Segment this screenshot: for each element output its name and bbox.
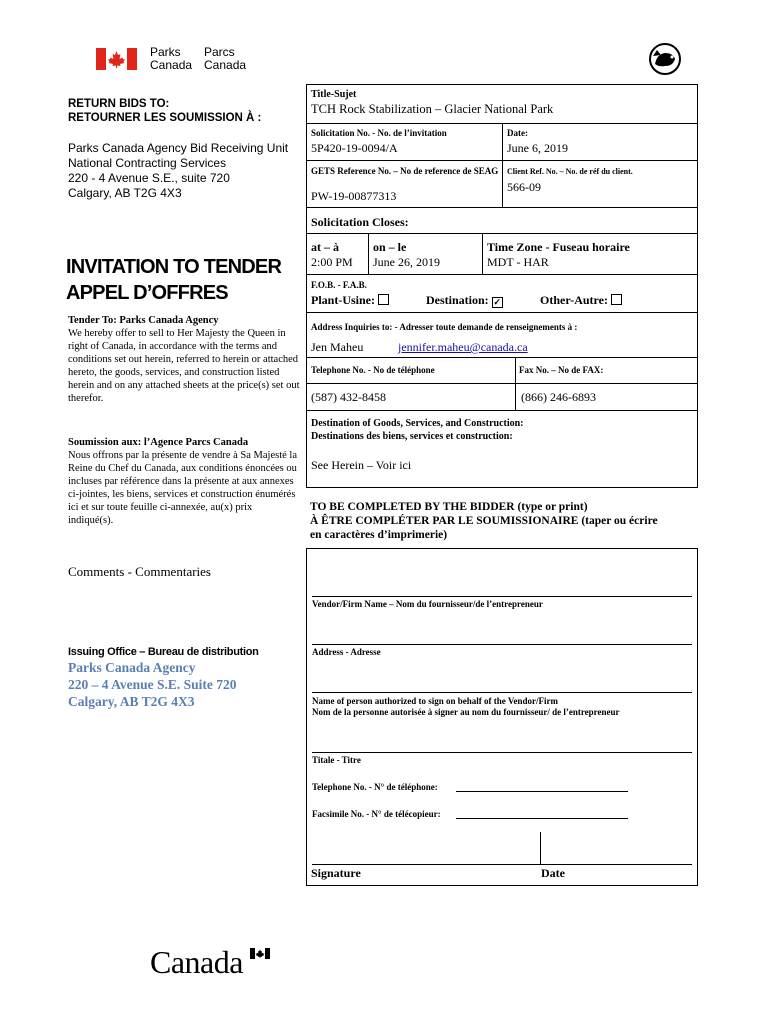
gets-ref-label: GETS Reference No. – No de reference de SEAG	[311, 166, 499, 176]
invitation-title-fr: APPEL D’OFFRES	[66, 282, 228, 304]
return-bids-address	[68, 141, 288, 201]
fob-label: F.O.B. - F.A.B.	[311, 280, 367, 290]
address-line: National Contracting Services	[68, 156, 227, 170]
signature-label: Signature	[311, 866, 361, 880]
other-autre-checkbox[interactable]	[611, 294, 622, 305]
title-titre-label: Titale - Titre	[312, 755, 361, 765]
bidder-telephone-label: Telephone No. - N° de téléphone:	[312, 782, 438, 792]
bidder-heading-line-2: À ÊTRE COMPLÉTER PAR LE SOUMISSIONAIRE (taper ou écrire	[310, 515, 658, 527]
vendor-name-label: Vendor/Firm Name – Nom du fournisseur/de l’entrepreneur	[312, 599, 543, 609]
bidder-heading-line-3: en caractères d’imprimerie)	[310, 529, 448, 541]
tender-to-heading: Tender To: Parks Canada Agency	[68, 315, 219, 326]
client-ref-label: Client Ref. No. – No. de réf du client.	[507, 167, 633, 176]
return-bids-title-fr: RETOURNER LES SOUMISSION À :	[68, 112, 262, 124]
on-value: June 26, 2019	[373, 255, 440, 269]
invitation-title-en: INVITATION TO TENDER	[66, 256, 282, 278]
org-en-line-1: Parks	[150, 45, 181, 59]
parks-canada-signature	[96, 46, 266, 74]
time-zone-label: Time Zone - Fuseau horaire	[487, 240, 630, 254]
issuing-office-address	[68, 659, 237, 710]
tender-to-section	[68, 314, 300, 405]
address-line: 220 - 4 Avenue S.E., suite 720	[68, 171, 230, 185]
other-autre-label: Other-Autre:	[540, 293, 608, 307]
telephone-label: Telephone No. - No de téléphone	[311, 365, 435, 375]
fax-value: (866) 246-6893	[521, 390, 596, 404]
date-value: June 6, 2019	[507, 141, 568, 155]
destination-goods-label-1: Destination of Goods, Services, and Construction:	[311, 418, 524, 429]
fax-label: Fax No. – No de FAX:	[519, 365, 604, 375]
gets-ref-value: PW-19-00877313	[311, 189, 397, 203]
bidder-telephone-line[interactable]	[456, 791, 628, 792]
destination-goods-value: See Herein – Voir ici	[311, 458, 412, 472]
plant-usine-checkbox[interactable]	[378, 294, 389, 305]
client-ref-value: 566-09	[507, 180, 541, 194]
authorized-person-label-2: Nom de la personne autorisée à signer au nom du fournisseur/ de l’entrepreneur	[312, 707, 620, 717]
address-inquiries-label: Address Inquiries to: - Adresser toute demande de renseignements à :	[311, 322, 578, 332]
destination-checkbox[interactable]	[492, 297, 503, 308]
issuing-office-line: Calgary, AB T2G 4X3	[68, 694, 195, 709]
authorized-person-label-1: Name of person authorized to sign on behalf of the Vendor/Firm	[312, 696, 558, 706]
bidder-facsimile-line[interactable]	[456, 818, 628, 819]
issuing-office-label: Issuing Office – Bureau de distribution	[68, 646, 259, 658]
issuing-office-line: Parks Canada Agency	[68, 660, 196, 675]
org-fr-line-2: Canada	[204, 58, 247, 72]
org-en-line-2: Canada	[150, 58, 193, 72]
solicitation-no-value: 5P420-19-0094/A	[311, 141, 398, 155]
at-value: 2:00 PM	[311, 255, 353, 269]
destination-option[interactable]	[426, 293, 503, 308]
contact-email-link[interactable]: jennifer.maheu@canada.ca	[398, 340, 528, 354]
bidder-heading	[310, 500, 658, 542]
plant-usine-option[interactable]	[311, 293, 389, 307]
other-autre-option[interactable]	[540, 293, 622, 307]
beaver-emblem-icon	[647, 42, 683, 76]
canada-wordmark-text: Canada	[150, 944, 243, 980]
return-bids-title-en: RETURN BIDS TO:	[68, 98, 170, 110]
signature-date-label: Date	[541, 866, 565, 880]
title-value: TCH Rock Stabilization – Glacier National Park	[311, 102, 554, 116]
at-label: at – à	[311, 240, 339, 254]
date-label: Date:	[507, 128, 528, 138]
comments-label: Comments - Commentaries	[68, 564, 211, 579]
bidder-facsimile-label: Facsimile No. - N° de télécopieur:	[312, 809, 441, 819]
solicitation-no-label: Solicitation No. - No. de l’invitation	[311, 128, 447, 138]
check-mark-icon: ✓	[493, 297, 501, 307]
on-label: on – le	[373, 240, 407, 254]
tender-to-body: We hereby offer to sell to Her Majesty the Queen in right of Canada, in accordance with the terms and conditions set out herein, referred to herein or attached hereto, the goods, services, and construction listed herein and on any attached sheets at the price(s) set out therefor.	[68, 328, 300, 404]
vendor-address-label: Address - Adresse	[312, 647, 381, 657]
address-line: Parks Canada Agency Bid Receiving Unit	[68, 141, 289, 155]
wordmark-flag-icon	[250, 948, 270, 959]
issuing-office-line: 220 – 4 Avenue S.E. Suite 720	[68, 677, 237, 692]
org-fr-line-1: Parcs	[204, 45, 235, 59]
canada-flag-icon	[96, 48, 137, 70]
soumission-heading: Soumission aux: l’Agence Parcs Canada	[68, 437, 249, 448]
title-label: Title-Sujet	[311, 89, 357, 100]
telephone-value: (587) 432-8458	[311, 390, 386, 404]
plant-usine-label: Plant-Usine:	[311, 293, 375, 307]
time-zone-value: MDT - HAR	[487, 255, 549, 269]
destination-goods-label-2: Destinations des biens, services et construction:	[311, 431, 513, 442]
bidder-heading-line-1: TO BE COMPLETED BY THE BIDDER (type or print)	[310, 501, 588, 513]
destination-label: Destination:	[426, 293, 489, 307]
contact-name: Jen Maheu	[311, 340, 364, 354]
soumission-section	[68, 436, 300, 527]
soumission-body: Nous offrons par la présente de vendre à Sa Majesté la Reine du Chef du Canada, aux conditions énoncées ou incluses par référence dans la présente at aux annexes ci-jointes, les biens, services et construction énumérés ici et sur toute feuille ci-annexée, au(x) prix indiqué(s).	[68, 450, 297, 526]
canada-wordmark	[150, 944, 275, 984]
address-line: Calgary, AB T2G 4X3	[68, 186, 182, 200]
solicitation-closes-label: Solicitation Closes:	[311, 215, 409, 229]
